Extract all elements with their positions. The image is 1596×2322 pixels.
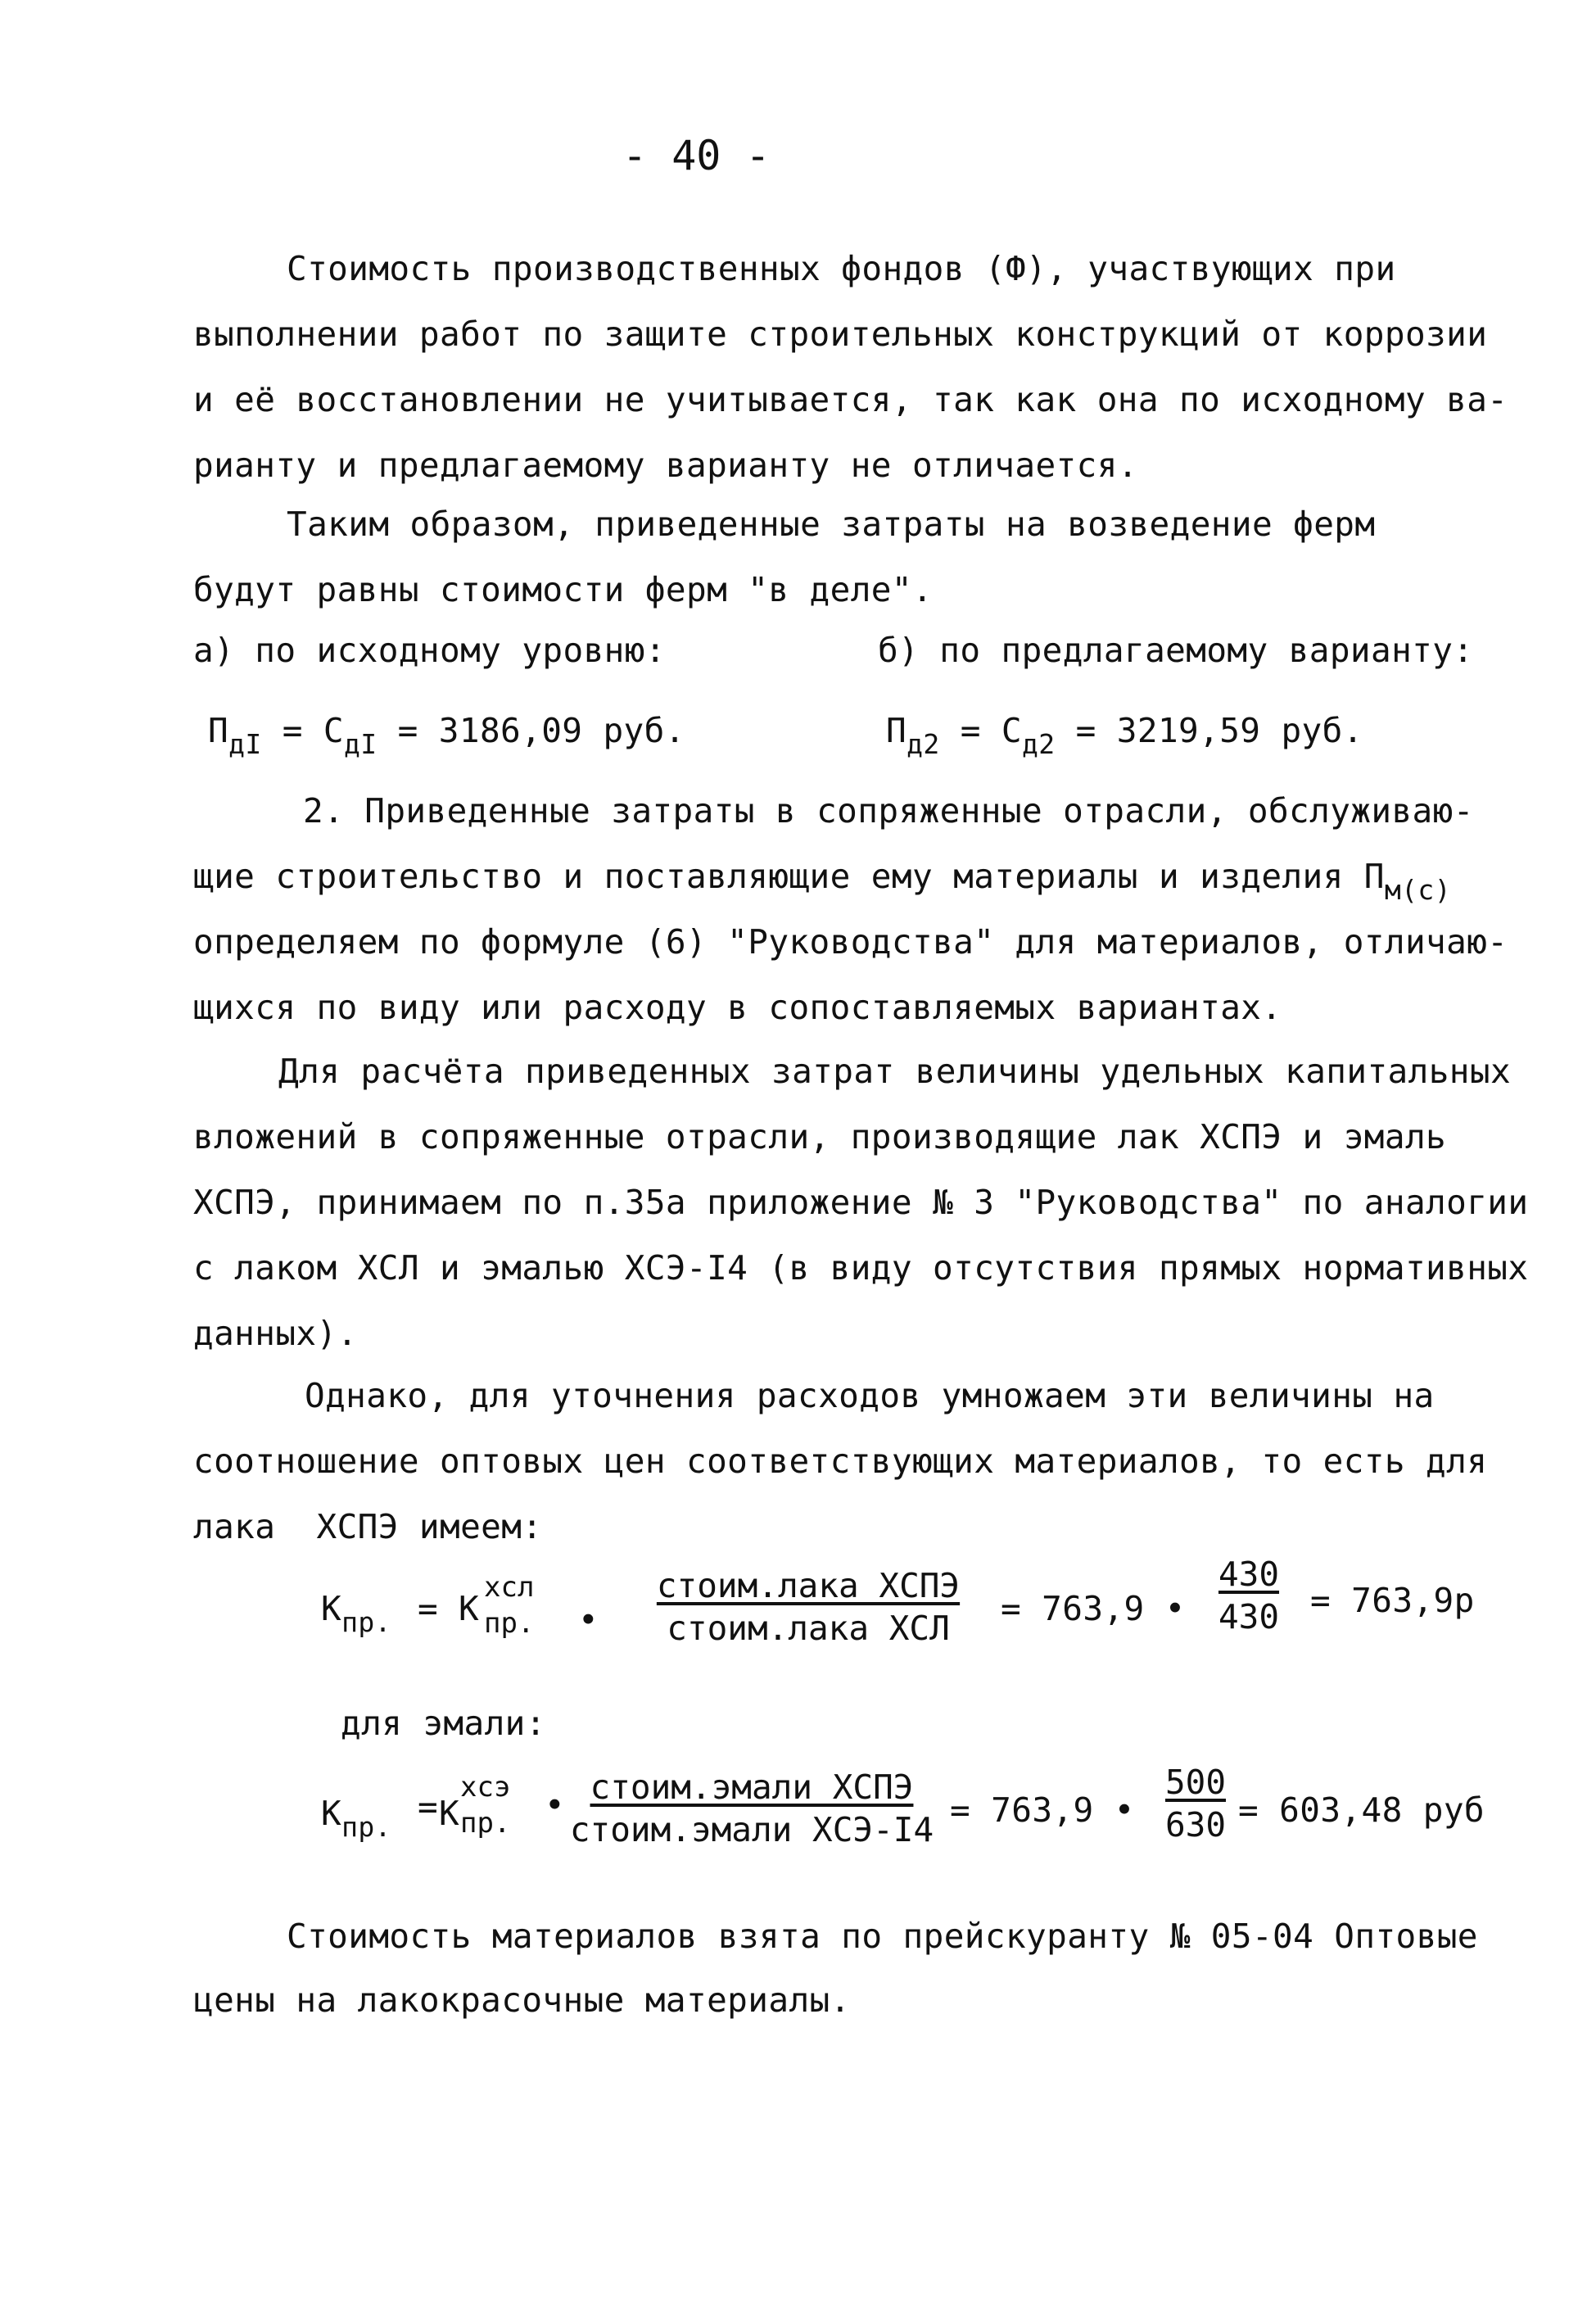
para4-line3: ХСПЭ, принимаем по п.35а приложение № 3 "Руководства" по аналогии <box>193 1183 1529 1222</box>
para6-line1: Стоимость материалов взята по прейскуранту № 05-04 Оптовые <box>287 1917 1478 1956</box>
eq-enamel-n-num: 500 <box>1164 1763 1227 1802</box>
formula-b-lhs: П <box>886 711 907 750</box>
eq-enamel-result: = 603,48 руб <box>1238 1790 1485 1830</box>
para3-line4: щихся по виду или расходу в сопоставляемых вариантах. <box>193 988 1282 1027</box>
para4-line2: вложений в сопряженные отрасли, производящие лак ХСПЭ и эмаль <box>193 1117 1447 1156</box>
para1-line2: выполнении работ по защите строительных конструкций от коррозии <box>193 315 1488 354</box>
eq-lacquer-eq: = <box>418 1589 439 1628</box>
eq-enamel-k2: К <box>439 1794 460 1833</box>
formula-a-lhs-sub: дI <box>228 728 262 760</box>
eq-lacquer-result: = 763,9р <box>1310 1581 1475 1620</box>
formula-b-rhs: = 3219,59 руб. <box>1055 711 1363 750</box>
para1-line3: и её восстановлении не учитывается, так как она по исходному ва- <box>193 380 1508 419</box>
for-enamel-label: для эмали: <box>341 1704 546 1743</box>
para5-line1: Однако, для уточнения расходов умножаем эти величины на <box>305 1376 1435 1415</box>
para5-line2: соотношение оптовых цен соответствующих материалов, то есть для <box>193 1442 1488 1481</box>
eq-enamel-k2-sub: пр. <box>460 1807 511 1840</box>
formula-a-lhs: П <box>208 711 229 750</box>
eq-enamel-frac-num: стоим.эмали ХСПЭ <box>590 1768 914 1807</box>
para6-line2: цены на лакокрасочные материалы. <box>193 1980 851 2020</box>
eq-enamel-k-sub: пр. <box>341 1811 391 1843</box>
eq-enamel-k2-sup: хсэ <box>460 1771 511 1804</box>
para1-line1: Стоимость производственных фондов (Ф), участвующих при <box>287 249 1396 288</box>
eq-enamel-number-fraction <box>1155 1761 1237 1846</box>
eq-enamel-mid: = 763,9 • <box>950 1790 1135 1830</box>
formula-a-rhs: = 3186,09 руб. <box>377 711 685 750</box>
para2-line1: Таким образом, приведенные затраты на возведение ферм <box>287 505 1376 544</box>
para2-line2: будут равны стоимости ферм "в деле". <box>193 570 934 609</box>
eq-lacquer-k2-indices <box>479 1569 534 1641</box>
eq-lacquer-k2: К <box>459 1589 480 1628</box>
para3-line2 <box>193 853 1451 906</box>
para3-line3: определяем по формуле (6) "Руководства" для материалов, отличаю- <box>193 922 1508 962</box>
eq-enamel-fraction <box>563 1766 940 1851</box>
formula-a-eq1: = С <box>261 711 344 750</box>
para4-line5: данных). <box>193 1314 358 1353</box>
page-number: - 40 - <box>622 132 771 179</box>
para3-line1: 2. Приведенные затраты в сопряженные отрасли, обслуживаю- <box>303 791 1474 831</box>
eq-lacquer-n-num: 430 <box>1218 1555 1280 1594</box>
formula-b-lhs-sub: д2 <box>907 728 940 760</box>
eq-lacquer-k2-sup: хсл <box>484 1571 535 1604</box>
eq-lacquer-n-den: 430 <box>1218 1597 1280 1636</box>
formula-b-mid-sub: д2 <box>1021 728 1056 760</box>
eq-lacquer-mid: = 763,9 • <box>1001 1589 1186 1628</box>
option-b-label: б) по предлагаемому варианту: <box>878 631 1474 670</box>
option-a-label: а) по исходному уровню: <box>193 631 666 670</box>
eq-enamel-eq: = <box>418 1787 439 1826</box>
para4-line4: с лаком ХСЛ и эмалью ХСЭ-I4 (в виду отсутствия прямых нормативных <box>193 1248 1529 1288</box>
eq-enamel-k: $К_{пр.}$ <box>321 1794 391 1843</box>
formula-b <box>886 708 1363 760</box>
eq-lacquer-k2-sub: пр. <box>484 1607 535 1640</box>
para4-line1: Для расчёта приведенных затрат величины удельных капитальных <box>278 1052 1512 1091</box>
eq-enamel-frac-den: стоим.эмали ХСЭ-I4 <box>569 1810 934 1849</box>
para1-line4: рианту и предлагаемому варианту не отличается. <box>193 446 1138 485</box>
para3-subscript: м(с) <box>1384 874 1451 906</box>
eq-enamel-dot: • <box>545 1786 566 1825</box>
eq-lacquer-fraction <box>640 1564 976 1650</box>
para5-line3: лака ХСПЭ имеем: <box>193 1507 543 1546</box>
eq-lacquer-k-sub: пр. <box>341 1606 391 1638</box>
para3-line2-text: щие строительство и поставляющие ему материалы и изделия П <box>193 857 1385 896</box>
eq-lacquer-frac-num: стоим.лака ХСПЭ <box>656 1566 961 1605</box>
eq-enamel-k2-indices <box>455 1769 510 1841</box>
eq-lacquer-number-fraction <box>1204 1553 1294 1638</box>
formula-a <box>208 708 685 760</box>
eq-lacquer-k: $К_{пр.}$ <box>321 1589 391 1638</box>
formula-b-eq1: = С <box>939 711 1022 750</box>
eq-lacquer-frac-den: стоим.лака ХСЛ <box>667 1609 950 1648</box>
eq-enamel-n-den: 630 <box>1164 1805 1227 1844</box>
eq-lacquer-dot: • <box>578 1600 599 1640</box>
formula-a-mid-sub: дI <box>343 728 378 760</box>
